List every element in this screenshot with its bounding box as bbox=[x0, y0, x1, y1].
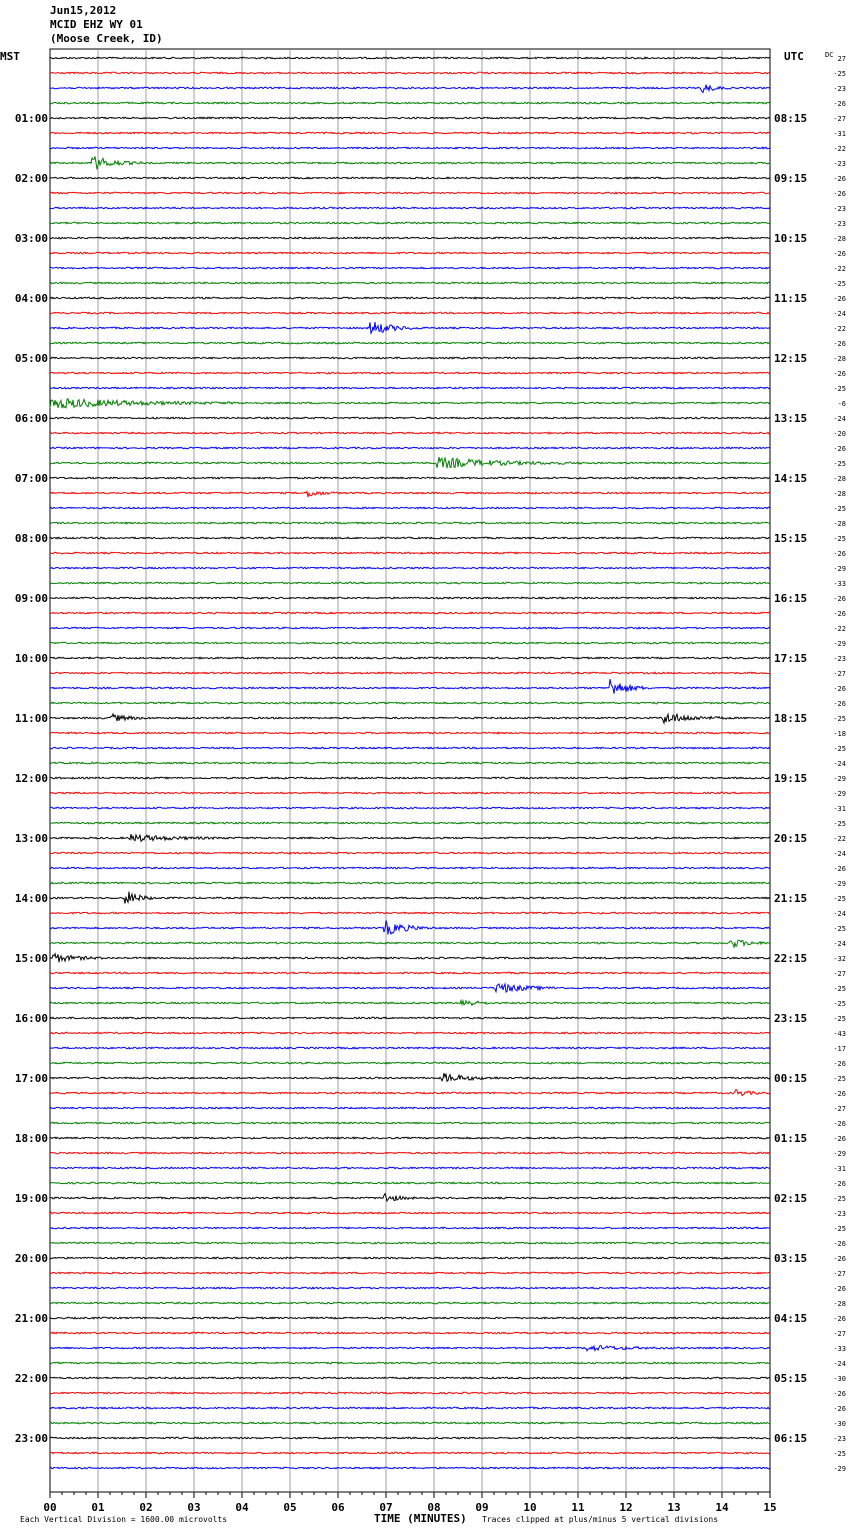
dc-offset-label: -26 bbox=[833, 445, 846, 453]
trace-line bbox=[50, 1346, 770, 1351]
trace-line bbox=[50, 882, 770, 884]
utc-hour-label: 00:15 bbox=[774, 1072, 808, 1085]
dc-offset-label: -26 bbox=[833, 1135, 846, 1143]
clip-note: Traces clipped at plus/minus 5 vertical divisions bbox=[482, 1515, 719, 1524]
utc-axis-label: UTC bbox=[784, 50, 804, 63]
trace-line bbox=[50, 582, 770, 584]
dc-offset-label: -23 bbox=[833, 220, 846, 228]
utc-hour-label: 06:15 bbox=[774, 1432, 808, 1445]
plot-frame bbox=[50, 49, 770, 1492]
trace-line bbox=[50, 1137, 770, 1139]
trace-line bbox=[50, 1242, 770, 1244]
dc-offset-label: -26 bbox=[833, 1120, 846, 1128]
dc-offset-label: -25 bbox=[833, 745, 846, 753]
mst-hour-label: 19:00 bbox=[14, 1192, 48, 1205]
trace-line bbox=[50, 1152, 770, 1154]
dc-offset-label: -25 bbox=[833, 895, 846, 903]
trace-line bbox=[50, 762, 770, 764]
utc-hour-label: 04:15 bbox=[774, 1312, 808, 1325]
trace-line bbox=[50, 132, 770, 134]
trace-line bbox=[50, 72, 770, 74]
x-tick-label: 09 bbox=[475, 1501, 489, 1514]
dc-offset-label: -6 bbox=[837, 400, 846, 408]
trace-line bbox=[50, 702, 770, 704]
dc-offset-label: -25 bbox=[833, 70, 846, 78]
trace-line bbox=[50, 117, 770, 119]
trace-line bbox=[50, 507, 770, 509]
mst-hour-label: 23:00 bbox=[14, 1432, 48, 1445]
mst-hour-label: 12:00 bbox=[14, 772, 48, 785]
dc-offset-label: -26 bbox=[833, 550, 846, 558]
dc-offset-label: -26 bbox=[833, 595, 846, 603]
dc-offset-label: -23 bbox=[833, 160, 846, 168]
mst-hour-label: 03:00 bbox=[14, 232, 48, 245]
dc-offset-label: -29 bbox=[833, 1465, 846, 1473]
dc-offset-label: -22 bbox=[833, 625, 846, 633]
x-tick-label: 11 bbox=[571, 1501, 585, 1514]
trace-line bbox=[50, 1437, 770, 1439]
dc-offset-label: -29 bbox=[833, 775, 846, 783]
trace-line bbox=[50, 492, 770, 498]
trace-line bbox=[50, 222, 770, 224]
utc-hour-label: 18:15 bbox=[774, 712, 808, 725]
dc-offset-label: -25 bbox=[833, 1225, 846, 1233]
x-tick-label: 05 bbox=[283, 1501, 297, 1514]
dc-offset-label: -26 bbox=[833, 700, 846, 708]
x-tick-label: 07 bbox=[379, 1501, 393, 1514]
dc-offset-label: -28 bbox=[833, 1300, 846, 1308]
dc-offset-label: -29 bbox=[833, 565, 846, 573]
mst-hour-label: 21:00 bbox=[14, 1312, 48, 1325]
mst-hour-label: 04:00 bbox=[14, 292, 48, 305]
trace-line bbox=[50, 1302, 770, 1304]
mst-hour-label: 16:00 bbox=[14, 1012, 48, 1025]
utc-hour-label: 13:15 bbox=[774, 412, 808, 425]
dc-offset-label: -25 bbox=[833, 505, 846, 513]
dc-offset-label: -26 bbox=[833, 865, 846, 873]
mst-hour-label: 01:00 bbox=[14, 112, 48, 125]
utc-hour-label: 12:15 bbox=[774, 352, 808, 365]
trace-line bbox=[50, 714, 770, 723]
dc-offset-label: -25 bbox=[833, 1450, 846, 1458]
trace-line bbox=[50, 1362, 770, 1364]
trace-line bbox=[50, 834, 770, 841]
trace-line bbox=[50, 679, 770, 694]
scale-note: Each Vertical Division = 1600.00 microvolts bbox=[20, 1515, 228, 1524]
dc-offset-label: -26 bbox=[833, 1090, 846, 1098]
x-tick-label: 06 bbox=[331, 1501, 345, 1514]
x-tick-label: 01 bbox=[91, 1501, 105, 1514]
trace-line bbox=[50, 1073, 770, 1081]
utc-hour-label: 20:15 bbox=[774, 832, 808, 845]
mst-hour-label: 14:00 bbox=[14, 892, 48, 905]
dc-offset-label: -28 bbox=[833, 355, 846, 363]
trace-line bbox=[50, 357, 770, 359]
utc-hour-label: 09:15 bbox=[774, 172, 808, 185]
dc-offset-label: -23 bbox=[833, 85, 846, 93]
dc-offset-label: -28 bbox=[833, 235, 846, 243]
x-tick-label: 03 bbox=[187, 1501, 201, 1514]
trace-line bbox=[50, 432, 770, 434]
mst-hour-label: 09:00 bbox=[14, 592, 48, 605]
utc-hour-label: 19:15 bbox=[774, 772, 808, 785]
dc-offset-label: -26 bbox=[833, 295, 846, 303]
dc-offset-label: -29 bbox=[833, 880, 846, 888]
dc-offset-label: -25 bbox=[833, 1195, 846, 1203]
dc-offset-label: -25 bbox=[833, 1015, 846, 1023]
trace-line bbox=[50, 627, 770, 629]
trace-line bbox=[50, 447, 770, 449]
trace-line bbox=[50, 1392, 770, 1394]
trace-line bbox=[50, 102, 770, 104]
utc-hour-label: 22:15 bbox=[774, 952, 808, 965]
mst-hour-label: 10:00 bbox=[14, 652, 48, 665]
trace-line bbox=[50, 1227, 770, 1229]
trace-line bbox=[50, 822, 770, 824]
dc-offset-label: -25 bbox=[833, 715, 846, 723]
trace-line bbox=[50, 57, 770, 59]
trace-line bbox=[50, 1182, 770, 1184]
mst-hour-label: 06:00 bbox=[14, 412, 48, 425]
trace-line bbox=[50, 972, 770, 974]
trace-line bbox=[50, 1257, 770, 1259]
trace-line bbox=[50, 567, 770, 569]
trace-line bbox=[50, 892, 770, 904]
dc-offset-label: -31 bbox=[833, 805, 846, 813]
trace-line bbox=[50, 177, 770, 179]
x-tick-label: 12 bbox=[619, 1501, 633, 1514]
trace-line bbox=[50, 747, 770, 749]
trace-line bbox=[50, 192, 770, 194]
trace-line bbox=[50, 732, 770, 734]
dc-offset-label: -26 bbox=[833, 1180, 846, 1188]
trace-line bbox=[50, 792, 770, 794]
dc-offset-label: -26 bbox=[833, 610, 846, 618]
trace-line bbox=[50, 207, 770, 209]
dc-offset-label: -24 bbox=[833, 310, 846, 318]
trace-line bbox=[50, 1107, 770, 1109]
trace-line bbox=[50, 312, 770, 314]
dc-offset-label: -24 bbox=[833, 415, 846, 423]
trace-line bbox=[50, 940, 770, 947]
grid bbox=[50, 49, 770, 1498]
trace-line bbox=[50, 1001, 770, 1006]
trace-line bbox=[50, 1317, 770, 1319]
trace-line bbox=[50, 1407, 770, 1409]
x-tick-label: 02 bbox=[139, 1501, 153, 1514]
utc-hour-label: 16:15 bbox=[774, 592, 808, 605]
trace-line bbox=[50, 237, 770, 239]
trace-line bbox=[50, 1167, 770, 1169]
mst-hour-label: 08:00 bbox=[14, 532, 48, 545]
dc-offset-label: -22 bbox=[833, 145, 846, 153]
trace-line bbox=[50, 387, 770, 389]
utc-hour-label: 08:15 bbox=[774, 112, 808, 125]
dc-offset-label: -24 bbox=[833, 850, 846, 858]
trace-line bbox=[50, 342, 770, 344]
trace-line bbox=[50, 282, 770, 284]
dc-offset-label: -25 bbox=[833, 535, 846, 543]
dc-offset-label: -26 bbox=[833, 1285, 846, 1293]
x-axis-title: TIME (MINUTES) bbox=[374, 1512, 467, 1525]
traces bbox=[50, 57, 770, 1469]
dc-offset-label: -25 bbox=[833, 985, 846, 993]
dc-offset-label: -25 bbox=[833, 1000, 846, 1008]
trace-line bbox=[50, 984, 770, 992]
dc-offset-label: -30 bbox=[833, 1420, 846, 1428]
dc-offset-label: 27 bbox=[837, 55, 846, 63]
trace-line bbox=[50, 1089, 770, 1095]
trace-line bbox=[50, 1452, 770, 1454]
dc-offset-label: -24 bbox=[833, 940, 846, 948]
x-tick-label: 10 bbox=[523, 1501, 537, 1514]
dc-offset-label: -33 bbox=[833, 580, 846, 588]
dc-offset-label: -28 bbox=[833, 520, 846, 528]
utc-hour-label: 01:15 bbox=[774, 1132, 808, 1145]
x-tick-label: 15 bbox=[763, 1501, 777, 1514]
dc-offset-label: -26 bbox=[833, 1405, 846, 1413]
trace-line bbox=[50, 657, 770, 659]
dc-offset-label: -27 bbox=[833, 670, 846, 678]
dc-offset-label: -26 bbox=[833, 1060, 846, 1068]
dc-offset-label: -25 bbox=[833, 925, 846, 933]
mst-hour-label: 22:00 bbox=[14, 1372, 48, 1385]
dc-offset-label: -33 bbox=[833, 1345, 846, 1353]
dc-offset-label: -22 bbox=[833, 265, 846, 273]
trace-line bbox=[50, 252, 770, 254]
utc-hour-label: 03:15 bbox=[774, 1252, 808, 1265]
trace-line bbox=[50, 1032, 770, 1034]
dc-offset-label: -27 bbox=[833, 115, 846, 123]
trace-line bbox=[50, 85, 770, 93]
location-label: (Moose Creek, ID) bbox=[50, 32, 163, 45]
trace-line bbox=[50, 1212, 770, 1214]
dc-offset-label: -27 bbox=[833, 1270, 846, 1278]
mst-hour-label: 13:00 bbox=[14, 832, 48, 845]
mst-hour-label: 15:00 bbox=[14, 952, 48, 965]
dc-offset-label: -28 bbox=[833, 475, 846, 483]
dc-offset-label: -26 bbox=[833, 1255, 846, 1263]
utc-hour-label: 02:15 bbox=[774, 1192, 808, 1205]
utc-hour-label: 14:15 bbox=[774, 472, 808, 485]
dc-offset-label: -18 bbox=[833, 730, 846, 738]
dc-offset-label: -29 bbox=[833, 790, 846, 798]
utc-hour-label: 17:15 bbox=[774, 652, 808, 665]
dc-offset-label: -27 bbox=[833, 1105, 846, 1113]
dc-offset-label: -30 bbox=[833, 1375, 846, 1383]
dc-offset-label: -24 bbox=[833, 910, 846, 918]
x-tick-label: 00 bbox=[43, 1501, 57, 1514]
utc-hour-label: 05:15 bbox=[774, 1372, 808, 1385]
trace-line bbox=[50, 156, 770, 169]
trace-line bbox=[50, 1332, 770, 1334]
utc-hour-label: 21:15 bbox=[774, 892, 808, 905]
trace-line bbox=[50, 399, 770, 409]
dc-header-label: DC bbox=[825, 51, 834, 59]
utc-hour-label: 10:15 bbox=[774, 232, 808, 245]
mst-hour-label: 18:00 bbox=[14, 1132, 48, 1145]
trace-line bbox=[50, 1122, 770, 1124]
trace-line bbox=[50, 1422, 770, 1424]
trace-line bbox=[50, 267, 770, 269]
dc-offset-label: -22 bbox=[833, 835, 846, 843]
trace-line bbox=[50, 522, 770, 524]
dc-offset-label: -25 bbox=[833, 820, 846, 828]
dc-offset-label: -26 bbox=[833, 250, 846, 258]
mst-hour-label: 07:00 bbox=[14, 472, 48, 485]
dc-offset-label: -28 bbox=[833, 490, 846, 498]
trace-line bbox=[50, 612, 770, 614]
dc-offset-label: -26 bbox=[833, 175, 846, 183]
dc-offset-label: -25 bbox=[833, 1075, 846, 1083]
dc-offset-label: -26 bbox=[833, 1315, 846, 1323]
dc-offset-label: -32 bbox=[833, 955, 846, 963]
trace-line bbox=[50, 1272, 770, 1274]
trace-line bbox=[50, 477, 770, 479]
utc-hour-label: 23:15 bbox=[774, 1012, 808, 1025]
trace-line bbox=[50, 1377, 770, 1379]
dc-offset-label: -24 bbox=[833, 760, 846, 768]
dc-offset-label: -23 bbox=[833, 655, 846, 663]
dc-offset-label: -29 bbox=[833, 640, 846, 648]
dc-offset-label: -25 bbox=[833, 280, 846, 288]
dc-offset-label: -43 bbox=[833, 1030, 846, 1038]
trace-line bbox=[50, 297, 770, 299]
trace-line bbox=[50, 1017, 770, 1019]
utc-hour-label: 11:15 bbox=[774, 292, 808, 305]
trace-line bbox=[50, 552, 770, 554]
mst-hour-label: 05:00 bbox=[14, 352, 48, 365]
trace-line bbox=[50, 672, 770, 674]
dc-offset-label: -25 bbox=[833, 385, 846, 393]
mst-axis-label: MST bbox=[0, 50, 20, 63]
trace-line bbox=[50, 852, 770, 854]
dc-offset-label: -26 bbox=[833, 340, 846, 348]
dc-offset-label: -26 bbox=[833, 370, 846, 378]
mst-hour-label: 02:00 bbox=[14, 172, 48, 185]
trace-line bbox=[50, 147, 770, 149]
trace-line bbox=[50, 867, 770, 869]
x-tick-label: 14 bbox=[715, 1501, 729, 1514]
trace-line bbox=[50, 597, 770, 599]
dc-offset-label: -27 bbox=[833, 970, 846, 978]
trace-line bbox=[50, 372, 770, 374]
trace-line bbox=[50, 1194, 770, 1201]
dc-offset-label: -26 bbox=[833, 1240, 846, 1248]
dc-offset-label: -22 bbox=[833, 325, 846, 333]
trace-line bbox=[50, 1287, 770, 1289]
mst-hour-label: 11:00 bbox=[14, 712, 48, 725]
dc-offset-label: -29 bbox=[833, 1150, 846, 1158]
dc-offset-label: -23 bbox=[833, 205, 846, 213]
trace-line bbox=[50, 457, 770, 468]
dc-offset-label: -23 bbox=[833, 1435, 846, 1443]
dc-offset-label: -27 bbox=[833, 1330, 846, 1338]
dc-offset-label: -23 bbox=[833, 1210, 846, 1218]
date-label: Jun15,2012 bbox=[50, 4, 117, 17]
x-tick-label: 08 bbox=[427, 1501, 441, 1514]
utc-hour-label: 15:15 bbox=[774, 532, 808, 545]
trace-line bbox=[50, 920, 770, 934]
trace-line bbox=[50, 417, 770, 419]
dc-offset-label: -20 bbox=[833, 430, 846, 438]
dc-offset-label: -24 bbox=[833, 1360, 846, 1368]
trace-line bbox=[50, 954, 770, 963]
dc-offset-label: -26 bbox=[833, 190, 846, 198]
dc-offset-label: -26 bbox=[833, 685, 846, 693]
trace-line bbox=[50, 912, 770, 914]
trace-line bbox=[50, 642, 770, 644]
mst-hour-label: 17:00 bbox=[14, 1072, 48, 1085]
x-tick-label: 04 bbox=[235, 1501, 249, 1514]
axis-labels bbox=[0, 50, 846, 1514]
station-label: MCID EHZ WY 01 bbox=[50, 18, 143, 31]
dc-offset-label: -26 bbox=[833, 1390, 846, 1398]
dc-offset-label: -17 bbox=[833, 1045, 846, 1053]
dc-offset-label: -31 bbox=[833, 1165, 846, 1173]
trace-line bbox=[50, 1467, 770, 1469]
trace-line bbox=[50, 1062, 770, 1064]
trace-line bbox=[50, 807, 770, 809]
trace-line bbox=[50, 322, 770, 333]
trace-line bbox=[50, 1047, 770, 1049]
dc-offset-label: -25 bbox=[833, 460, 846, 468]
dc-offset-label: -26 bbox=[833, 100, 846, 108]
trace-line bbox=[50, 777, 770, 779]
mst-hour-label: 20:00 bbox=[14, 1252, 48, 1265]
x-tick-label: 13 bbox=[667, 1501, 681, 1514]
dc-offset-label: -31 bbox=[833, 130, 846, 138]
trace-line bbox=[50, 537, 770, 539]
